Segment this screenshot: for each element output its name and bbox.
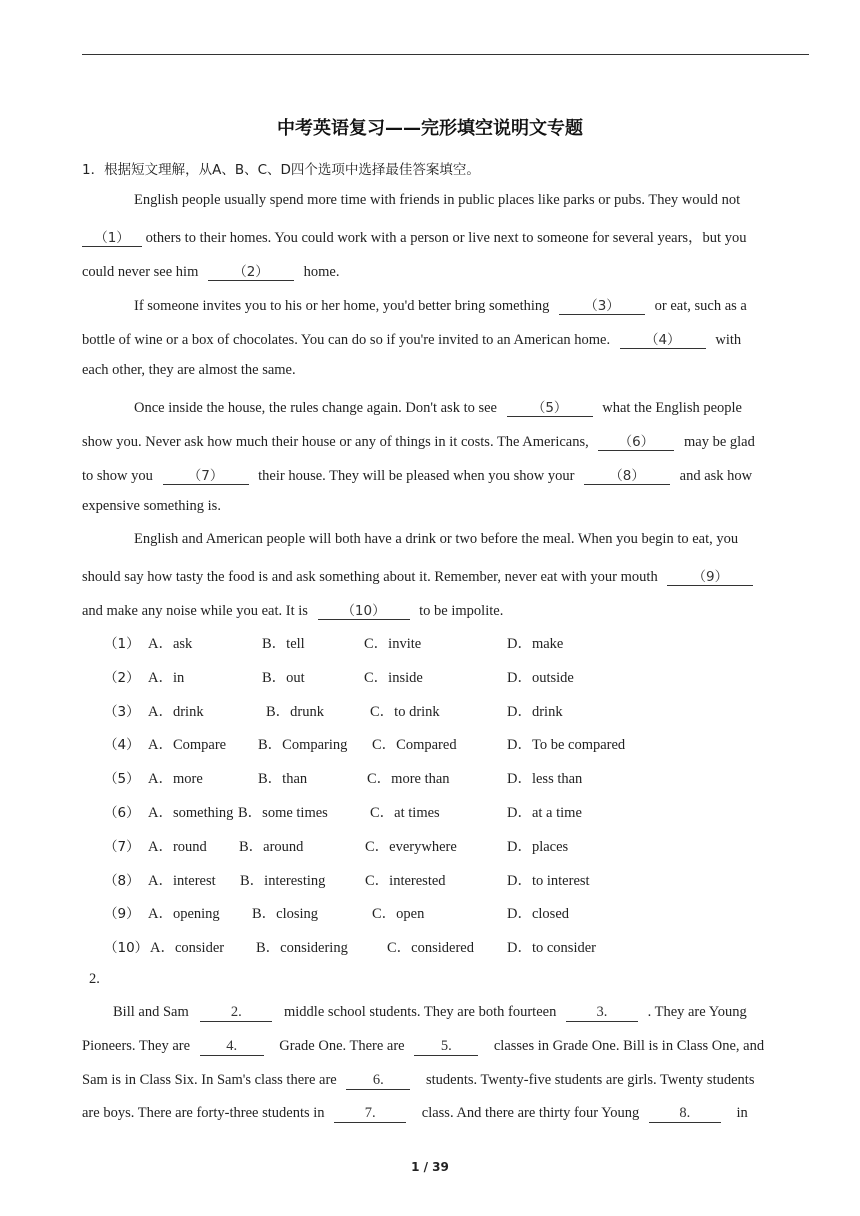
passage-text: show you. Never ask how much their house or any of things in it costs. The Americans, (82, 434, 589, 450)
option-c[interactable]: C．inside (364, 670, 423, 686)
passage-text: are boys. There are forty-three students in (82, 1105, 325, 1121)
option-c[interactable]: C．interested (365, 873, 446, 889)
passage-text: should say how tasty the food is and ask something about it. Remember, never eat with your mouth (82, 569, 658, 585)
passage-line (82, 226, 746, 247)
passage-line (82, 1105, 748, 1123)
passage-text: with (715, 332, 742, 348)
passage-text: to show you (82, 468, 153, 484)
blank-2[interactable]: （2） (208, 260, 294, 281)
passage-line (82, 260, 339, 281)
option-b[interactable]: B．than (258, 771, 308, 787)
option-b[interactable]: B．considering (256, 940, 348, 956)
instruction-text: 根据短文理解，从A、B、C、D四个选项中选择最佳答案填空。 (104, 162, 480, 178)
option-b[interactable]: B．drunk (266, 704, 324, 720)
passage-text: could never see him (82, 264, 199, 280)
passage-text: in (736, 1105, 748, 1121)
blank-5[interactable]: （5） (507, 396, 593, 417)
option-d[interactable]: D．drink (507, 704, 563, 720)
passage-text: and make any noise while you eat. It is (82, 603, 308, 619)
passage-text: expensive something is. (82, 498, 221, 514)
passage-text: Sam is in Class Six. In Sam's class there are (82, 1072, 337, 1088)
option-number: （6） (104, 805, 140, 821)
passage-text: Bill and Sam (113, 1004, 189, 1020)
page-title: 中考英语复习——完形填空说明文专题 (277, 118, 583, 139)
option-a[interactable]: A．Compare (148, 737, 227, 753)
passage-text: each other, they are almost the same. (82, 362, 296, 378)
passage-line (82, 328, 741, 349)
passage-text: their house. They will be pleased when you show your (258, 468, 575, 484)
passage-line (82, 430, 755, 451)
question-1-instruction (82, 158, 480, 178)
option-c[interactable]: C．to drink (370, 704, 440, 720)
passage-line (82, 565, 753, 586)
passage-text: what the English people (602, 400, 742, 416)
option-number: （8） (104, 873, 140, 889)
passage-line (134, 294, 747, 315)
option-d[interactable]: D．less than (507, 771, 583, 787)
option-d[interactable]: D．make (507, 636, 564, 652)
question-2-number: 2. (89, 971, 100, 987)
option-d[interactable]: D．at a time (507, 805, 582, 821)
page-number: 1 / 39 (411, 1160, 449, 1174)
blank-10[interactable]: （10） (318, 599, 410, 620)
passage-line (82, 1072, 754, 1090)
option-d[interactable]: D．places (507, 839, 569, 855)
passage-text: Once inside the house, the rules change again. Don't ask to see (134, 400, 497, 416)
option-number: （3） (104, 704, 140, 720)
option-a[interactable]: A．something (148, 805, 234, 821)
passage-text: classes in Grade One. Bill is in Class One, and (493, 1038, 765, 1054)
option-b[interactable]: B．Comparing (258, 737, 348, 753)
blank-q2-8[interactable]: 8. (649, 1105, 721, 1123)
option-d[interactable]: D．to consider (507, 940, 596, 956)
option-number: （10） (104, 940, 149, 956)
option-c[interactable]: C．at times (370, 805, 440, 821)
blank-q2-7[interactable]: 7. (334, 1105, 406, 1123)
option-c[interactable]: C．open (372, 906, 425, 922)
option-a[interactable]: A．drink (148, 704, 204, 720)
passage-line (82, 498, 221, 515)
passage-text: English and American people will both have a drink or two before the meal. When you begin to eat, you (134, 531, 739, 547)
passage-text: class. And there are thirty four Young (421, 1105, 640, 1121)
passage-text: Pioneers. They are (82, 1038, 191, 1054)
passage-text: If someone invites you to his or her home, you'd better bring something (134, 298, 550, 314)
option-c[interactable]: C．everywhere (365, 839, 457, 855)
passage-line (82, 1038, 764, 1056)
option-number: （2） (104, 670, 140, 686)
option-b[interactable]: B．out (262, 670, 305, 686)
passage-text: and ask how (679, 468, 753, 484)
option-number: （1） (104, 636, 140, 652)
option-d[interactable]: D．closed (507, 906, 570, 922)
passage-text: Grade One. There are (279, 1038, 405, 1054)
passage-line (134, 192, 740, 209)
question-number: 1． (82, 162, 105, 178)
option-number: （7） (104, 839, 140, 855)
passage-text: home. (303, 264, 340, 280)
option-b[interactable]: B．interesting (240, 873, 326, 889)
option-d[interactable]: D．To be compared (507, 737, 626, 753)
option-a[interactable]: A．consider (150, 940, 225, 956)
blank-7[interactable]: （7） (163, 464, 249, 485)
option-b[interactable]: B．tell (262, 636, 305, 652)
option-a[interactable]: A．more (148, 771, 203, 787)
passage-text: or eat, such as a (654, 298, 747, 314)
passage-text: to be impolite. (419, 603, 504, 619)
passage-line (113, 1004, 747, 1022)
blank-q2-2[interactable]: 2. (200, 1004, 272, 1022)
blank-q2-3[interactable]: 3. (566, 1004, 638, 1022)
blank-q2-6[interactable]: 6. (346, 1072, 410, 1090)
option-a[interactable]: A．in (148, 670, 185, 686)
header-rule (82, 54, 809, 55)
option-c[interactable]: C．considered (387, 940, 474, 956)
passage-text: bottle of wine or a box of chocolates. You can do so if you're invited to an American home. (82, 332, 611, 348)
passage-text: students. Twenty-five students are girls. Twenty students (425, 1072, 755, 1088)
option-number: （5） (104, 771, 140, 787)
passage-text: may be glad (684, 434, 755, 450)
option-a[interactable]: A．interest (148, 873, 216, 889)
blank-4[interactable]: （4） (620, 328, 706, 349)
option-d[interactable]: D．outside (507, 670, 574, 686)
passage-text: English people usually spend more time with friends in public places like parks or pubs. They would not (134, 192, 741, 208)
passage-text: . They are Young (647, 1004, 747, 1020)
option-c[interactable]: C．Compared (372, 737, 457, 753)
blank-8[interactable]: （8） (584, 464, 670, 485)
option-c[interactable]: C．more than (367, 771, 450, 787)
option-b[interactable]: B．closing (252, 906, 319, 922)
option-c[interactable]: C．invite (364, 636, 422, 652)
blank-6[interactable]: （6） (598, 430, 674, 451)
option-d[interactable]: D．to interest (507, 873, 590, 889)
option-a[interactable]: A．round (148, 839, 207, 855)
option-a[interactable]: A．ask (148, 636, 193, 652)
option-number: （4） (104, 737, 140, 753)
option-number: （9） (104, 906, 140, 922)
passage-line (82, 464, 752, 485)
blank-q2-4[interactable]: 4. (200, 1038, 264, 1056)
passage-line (134, 396, 742, 417)
blank-3[interactable]: （3） (559, 294, 645, 315)
option-b[interactable]: B．some times (238, 805, 328, 821)
blank-q2-5[interactable]: 5. (414, 1038, 478, 1056)
passage-text: middle school students. They are both fourteen (283, 1004, 557, 1020)
option-a[interactable]: A．opening (148, 906, 220, 922)
blank-1[interactable]: （1） (82, 226, 142, 247)
passage-text: others to their homes. You could work with a person or live next to someone for several years，but you (145, 230, 747, 246)
passage-line (82, 362, 296, 379)
passage-line (134, 531, 738, 548)
blank-9[interactable]: （9） (667, 565, 753, 586)
option-b[interactable]: B．around (239, 839, 304, 855)
passage-line (82, 599, 503, 620)
